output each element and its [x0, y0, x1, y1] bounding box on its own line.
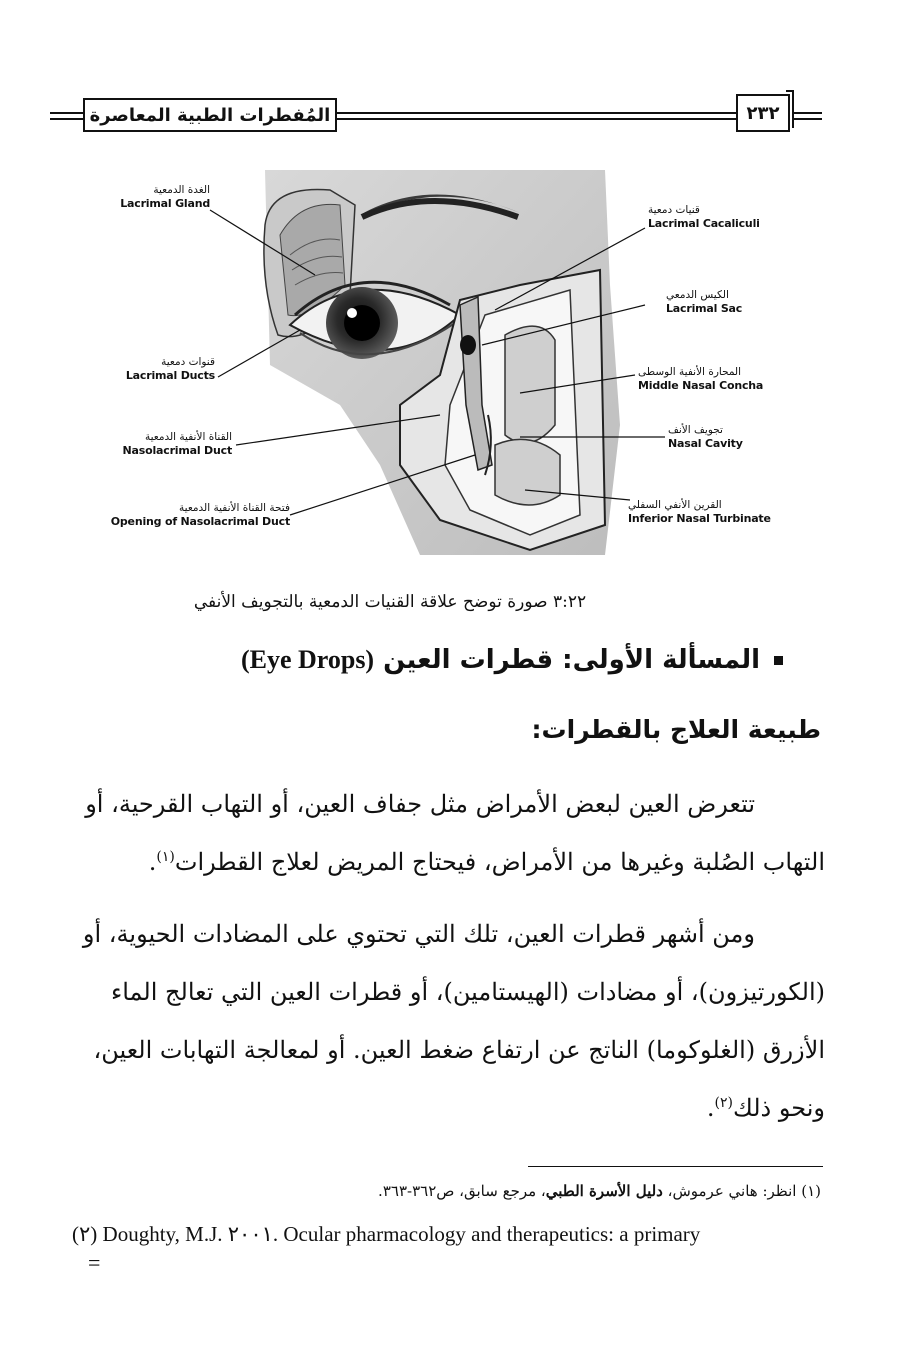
paragraph-1: [55, 775, 825, 891]
page-number: ٢٣٢: [736, 94, 790, 132]
footnote-2: (٢) Doughty, M.J. ٢٠٠١. Ocular pharmacology and therapeutics: a primary: [72, 1222, 701, 1246]
paragraph-2: [55, 905, 825, 1137]
figure-caption: ٣:٢٢ صورة توضح علاقة القنيات الدمعية بالتجويف الأنفي: [193, 592, 587, 612]
header-rule-right: [794, 112, 822, 114]
lacrimal-anatomy-figure: [100, 165, 790, 555]
label-lacrimal-cacaliculi: قنيات دمعية Lacrimal Cacaliculi: [648, 204, 760, 230]
section-heading-en: (Eye Drops): [240, 645, 375, 674]
book-title: المُفطرات الطبية المعاصرة: [83, 98, 337, 132]
label-middle-nasal-concha: المحارة الأنفية الوسطى Middle Nasal Concha: [638, 366, 764, 392]
header-rule-middle: [337, 112, 736, 114]
header-rule-middle-2: [337, 118, 736, 120]
footnote-continuation: =: [88, 1250, 101, 1275]
inferior-turbinate: [495, 439, 560, 505]
lacrimal-sac-dark: [460, 335, 476, 355]
paragraph-2-line: الأزرق (الغلوكوما) الناتج عن ارتفاع ضغط العين. أو لمعالجة التهابات العين،: [93, 1036, 825, 1064]
label-nasal-cavity: تجويف الأنف Nasal Cavity: [668, 424, 743, 450]
label-duct-opening: فتحة القناة الأنفية الدمعية Opening of Nasolacrimal Duct: [110, 502, 290, 528]
subheading: طبيعة العلاج بالقطرات:: [531, 715, 821, 744]
label-lacrimal-gland: الغدة الدمعية Lacrimal Gland: [120, 184, 210, 210]
label-nasolacrimal-duct: القناة الأنفية الدمعية Nasolacrimal Duct: [122, 431, 232, 457]
footnote-separator: [528, 1166, 823, 1167]
label-lacrimal-ducts: قنوات دمعية Lacrimal Ducts: [125, 356, 215, 382]
label-lacrimal-sac: الكيس الدمعي Lacrimal Sac: [666, 289, 743, 315]
running-header: [50, 92, 822, 138]
footnote-ref-1: (١): [156, 849, 175, 865]
footnote-1: (١) انظر: هاني عرموش، دليل الأسرة الطبي، مرجع سابق، ص٣٦٢-٣٦٣.: [378, 1182, 821, 1200]
bullet-square-icon: [774, 656, 783, 665]
section-heading: [241, 645, 783, 675]
paragraph-2-line: ونحو ذلك$^{(٢)}$.: [706, 1094, 825, 1122]
paragraph-2-line: ومن أشهر قطرات العين، تلك التي تحتوي على المضادات الحيوية، أو: [82, 920, 755, 948]
header-rule-right-2: [794, 118, 822, 120]
paragraph-2-line: (الكورتيزون)، أو مضادات (الهيستامين)، أو قطرات العين التي تعالج الماء: [110, 978, 825, 1006]
paragraph-1-line: تتعرض العين لبعض الأمراض مثل جفاف العين، أو التهاب القرحية، أو: [85, 790, 755, 818]
paragraph-1-line: التهاب الصُلبة وغيرها من الأمراض، فيحتاج المريض لعلاج القطرات$^{(١)}$.: [148, 848, 825, 876]
header-rule-left-2: [50, 118, 83, 120]
section-heading-ar: المسألة الأولى: قطرات العين: [383, 645, 760, 675]
eye-highlight: [347, 308, 357, 318]
middle-concha: [505, 326, 555, 443]
label-inferior-turbinate: القرين الأنفي السفلي Inferior Nasal Turbinate: [628, 499, 771, 525]
header-rule-left: [50, 112, 83, 114]
footnote-ref-2: (٢): [714, 1095, 733, 1111]
